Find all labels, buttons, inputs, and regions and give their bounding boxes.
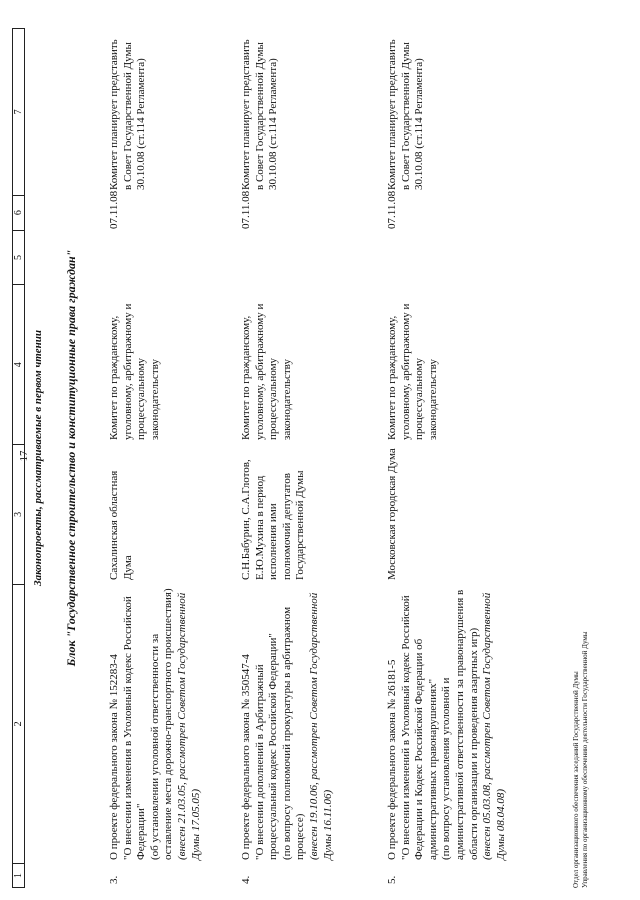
bill-lead: О проекте федерального закона № 152283-4 (108, 654, 120, 860)
column-5-empty (108, 229, 203, 284)
column-5-empty (240, 229, 335, 284)
bill-subject: (по вопросу установления уголовной и административной ответственности за правонарушения в области организации и проведения азартных игр) (440, 589, 480, 860)
bill-description (108, 584, 203, 864)
bill-author: Сахалинская областная Дума (108, 470, 134, 580)
header-cell: 4 (13, 284, 24, 444)
column-5-empty (386, 229, 508, 284)
bill-author: С.Н.Бабурин, С.А.Глотов, Е.Ю.Мухина в период исполнения ими полномочий депутатов Государственной Думы (240, 459, 307, 580)
header-cell: 2 (13, 584, 24, 863)
table-row (386, 28, 508, 888)
bill-title: "О внесении изменения в Уголовный кодекс Российской Федерации" (121, 596, 148, 860)
footer-line: Отдел организационного обеспечения заседаний Государственной Думы (572, 671, 580, 888)
bill-lead: О проекте федерального закона № 350547-4 (240, 654, 252, 860)
review-date: 07.11.08 (108, 190, 120, 229)
responsible-committee: Комитет по гражданскому, уголовному, арбитражному и процессуальному законодательству (386, 303, 439, 440)
bill-title: "О внесении дополнений в Арбитражный процессуальный кодекс Российской Федерации" (253, 633, 280, 860)
section-title: Законопроекты, рассматриваемые в первом чтении (32, 330, 44, 586)
bill-submitted: (внесен 05.03.08, рассмотрен Советом Государственной Думы 08.04.08) (481, 592, 507, 860)
row-number: 4. (240, 875, 252, 884)
footer-line: Управления по организационному обеспечению деятельности Государственной Думы (581, 631, 589, 888)
table-row (108, 28, 203, 888)
review-date: 07.11.08 (386, 190, 398, 229)
rotated-document (12, 28, 622, 888)
bill-subject: (по вопросу полномочий прокуратуры в арбитражном процессе) (280, 606, 307, 860)
header-row (12, 28, 25, 888)
header-cell: 5 (13, 230, 24, 285)
review-date: 07.11.08 (240, 190, 252, 229)
row-note: Комитет планирует представить в Совет Государственной Думы 30.10.08 (ст.114 Регламента) (240, 39, 280, 190)
bill-description (240, 584, 335, 864)
block-title: Блок "Государственное строительство и конституционные права граждан" (64, 249, 78, 667)
responsible-committee: Комитет по гражданскому, уголовному, арбитражному и процессуальному законодательству (240, 303, 293, 440)
header-cell: 1 (13, 863, 24, 887)
bill-submitted: (внесен 21.03.05, рассмотрен Советом Государственной Думы 17.05.05) (175, 592, 202, 860)
bill-submitted: (внесен 19.10.06, рассмотрен Советом Государственной Думы 16.11.06) (307, 592, 334, 860)
bill-subject: (об установлении уголовной ответственности за оставление места дорожно-транспортного происшествия) (148, 588, 175, 860)
header-cell: 3 (13, 444, 24, 584)
table-row (240, 28, 335, 888)
bill-author: Московская городская Дума (386, 448, 398, 580)
footer (572, 28, 590, 888)
bill-description (386, 584, 508, 864)
row-note: Комитет планирует представить в Совет Государственной Думы 30.10.08 (ст.114 Регламента) (108, 39, 148, 190)
row-number: 5. (386, 875, 398, 884)
header-cell: 7 (13, 109, 24, 115)
row-number: 3. (108, 875, 120, 884)
bill-lead: О проекте федерального закона № 26181-5 (386, 659, 398, 860)
row-note: Комитет планирует представить в Совет Государственной Думы 30.10.08 (ст.114 Регламента) (386, 39, 426, 190)
responsible-committee: Комитет по гражданскому, уголовному, арбитражному и процессуальному законодательству (108, 303, 161, 440)
page-number: 17 (18, 450, 30, 462)
header-cell: 6 (13, 195, 24, 230)
bill-title: "О внесении изменений в Уголовный кодекс Российской Федерации и Кодекс Российской Федерации об административных правонарушениях" (399, 595, 439, 860)
